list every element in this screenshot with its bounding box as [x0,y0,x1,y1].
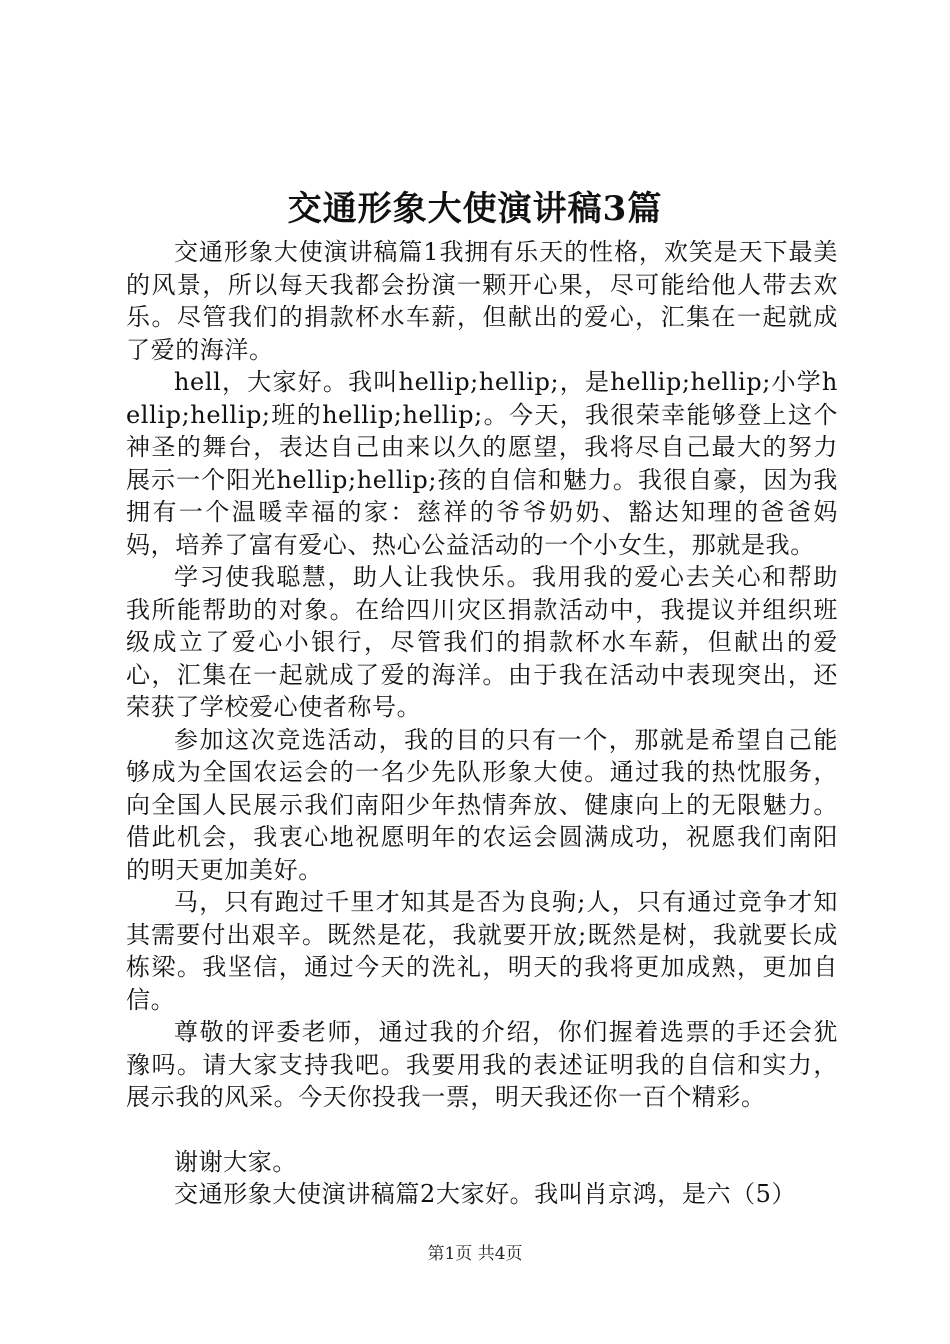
paragraph-2: hell，大家好。我叫hellip;hellip;，是hellip;hellip;小学hellip;hellip;班的hellip;hellip;。今天，我很荣幸能够登上这个神圣的舞台，表达自己由来以久的愿望，我将尽自己最大的努力展示一个阳光hellip;hellip;孩的自信和魅力。我很自豪，因为我拥有一个温暖幸福的家：慈祥的爷爷奶奶、豁达知理的爸爸妈妈，培养了富有爱心、热心公益活动的一个小女生，那就是我。 [126,368,838,559]
page-number-footer: 第1页 共4页 [427,1244,523,1264]
paragraph-1: 交通形象大使演讲稿篇1我拥有乐天的性格，欢笑是天下最美的风景，所以每天我都会扮演一颗开心果，尽可能给他人带去欢乐。尽管我们的捐款杯水车薪，但献出的爱心，汇集在一起就成了爱的海洋。 [126,238,838,364]
document-title: 交通形象大使演讲稿3篇 [287,189,663,229]
paragraph-8: 交通形象大使演讲稿篇2大家好。我叫肖京鸿，是六（5） [174,1180,797,1208]
document-body [126,236,838,1211]
paragraph-7: 谢谢大家。 [174,1147,297,1176]
paragraph-3: 学习使我聪慧，助人让我快乐。我用我的爱心去关心和帮助我所能帮助的对象。在给四川灾区捐款活动中，我提议并组织班级成立了爱心小银行，尽管我们的捐款杯水车薪，但献出的爱心，汇集在一起就成了爱的海洋。由于我在活动中表现突出，还荣获了学校爱心使者称号。 [126,563,838,721]
paragraph-4: 参加这次竞选活动，我的目的只有一个，那就是希望自己能够成为全国农运会的一名少先队形象大使。通过我的热忱服务，向全国人民展示我们南阳少年热情奔放、健康向上的无限魅力。借此机会，我衷心地祝愿明年的农运会圆满成功，祝愿我们南阳的明天更加美好。 [126,725,838,884]
paragraph-6: 尊敬的评委老师，通过我的介绍，你们握着选票的手还会犹豫吗。请大家支持我吧。我要用我的表述证明我的自信和实力，展示我的风采。今天你投我一票，明天我还你一百个精彩。 [126,1018,838,1111]
paragraph-5: 马，只有跑过千里才知其是否为良驹;人，只有通过竞争才知其需要付出艰辛。既然是花，我就要开放;既然是树，我就要长成栋梁。我坚信，通过今天的洗礼，明天的我将更加成熟，更加自信。 [126,888,838,1014]
